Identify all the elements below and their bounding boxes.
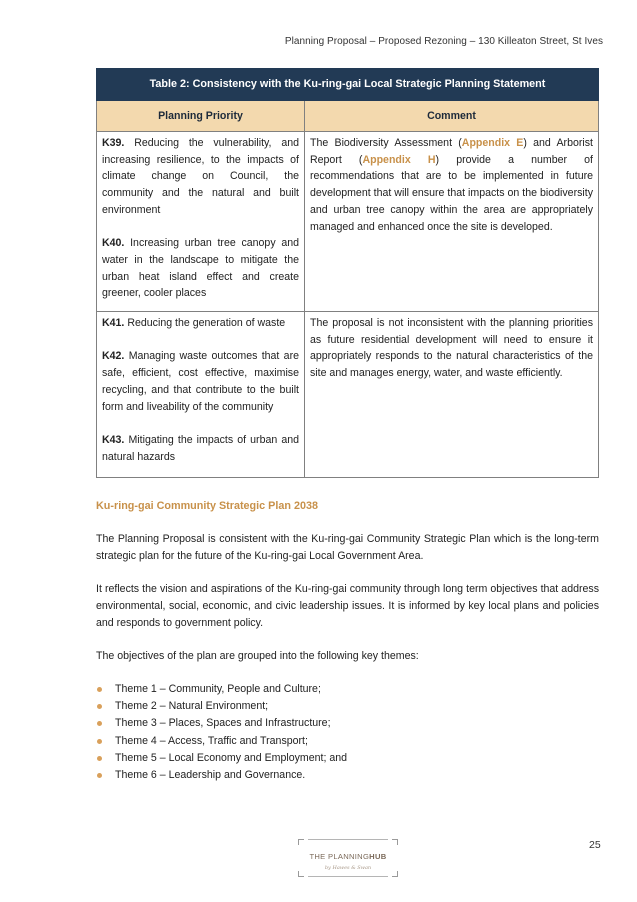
lsps-consistency-table bbox=[96, 68, 599, 478]
logo-frame-corner bbox=[298, 839, 304, 845]
paragraph: The Planning Proposal is consistent with the Ku-ring-gai Community Strategic Plan which is the long-term strategic plan for the future of the Ku-ring-gai Local Government Area. bbox=[96, 533, 599, 562]
priority-text: Increasing urban tree canopy and water in the landscape to mitigate the urban heat island effect and create greener, cooler places bbox=[102, 237, 299, 300]
paragraph: It reflects the vision and aspirations of the Ku-ring-gai community through long term objectives that address environmental, social, economic, and civic leadership issues. It is informed by key local plans and policies and responds to government policy. bbox=[96, 583, 599, 629]
logo-frame-corner bbox=[392, 871, 398, 877]
comment-text: The Biodiversity Assessment ( bbox=[310, 137, 462, 149]
paragraph: The objectives of the plan are grouped into the following key themes: bbox=[96, 650, 419, 662]
running-header: Planning Proposal – Proposed Rezoning – 130 Killeaton Street, St Ives bbox=[284, 36, 603, 47]
page-number: 25 bbox=[589, 839, 601, 851]
column-header-comment: Comment bbox=[305, 101, 599, 132]
bullet-icon bbox=[97, 773, 102, 778]
list-item-text: Theme 3 – Places, Spaces and Infrastructure; bbox=[115, 717, 331, 730]
priority-k39 bbox=[102, 135, 299, 219]
table-row bbox=[97, 132, 599, 312]
list-item-text: Theme 4 – Access, Traffic and Transport; bbox=[115, 734, 308, 747]
comment-cell bbox=[305, 132, 599, 312]
logo-frame-corner bbox=[298, 871, 304, 877]
priority-code: K40. bbox=[102, 237, 125, 250]
logo-frame-corner bbox=[392, 839, 398, 845]
list-item bbox=[96, 767, 347, 784]
priority-code: K43. bbox=[102, 433, 125, 446]
comment-cell: The proposal is not inconsistent with the planning priorities as future residential development will need to ensure it appropriately responds to the natural characteristics of the site and manages energy, water, and waste efficiently. bbox=[305, 312, 599, 478]
priority-k43 bbox=[102, 432, 299, 465]
list-item-text: Theme 6 – Leadership and Governance. bbox=[115, 769, 306, 782]
appendix-h-reference: Appendix H bbox=[362, 153, 436, 166]
priority-code: K42. bbox=[102, 350, 125, 363]
themes-list bbox=[96, 681, 347, 784]
priority-k40 bbox=[102, 235, 299, 302]
bullet-icon bbox=[97, 687, 102, 692]
comment-text: ) provide a number of recommendations that are to be implemented in future development that will ensure that impacts on the biodiversity and urban tree canopy within the area are appropriately managed and enhanced once the site is developed. bbox=[310, 153, 593, 233]
list-item bbox=[96, 698, 347, 715]
logo-tagline: by Hawes & Swan bbox=[324, 865, 372, 871]
logo-frame-line bbox=[308, 839, 388, 840]
list-item-text: Theme 2 – Natural Environment; bbox=[115, 700, 269, 713]
appendix-e-reference: Appendix E bbox=[461, 137, 524, 149]
list-item-text: Theme 1 – Community, People and Culture; bbox=[115, 683, 321, 695]
priority-text: Managing waste outcomes that are safe, efficient, cost effective, maximise recycling, and that contribute to the built form and liveability of the community bbox=[102, 350, 299, 413]
priority-text: Reducing the vulnerability, and increasing resilience, to the impacts of climate change on Council, the community and the natural and built environment bbox=[102, 137, 299, 216]
list-item bbox=[96, 750, 347, 767]
priority-text: Mitigating the impacts of urban and natural hazards bbox=[102, 433, 299, 463]
priority-cell bbox=[97, 312, 305, 478]
priority-code: K41. bbox=[102, 317, 125, 329]
list-item bbox=[96, 681, 347, 698]
bullet-icon bbox=[97, 704, 102, 709]
table-row bbox=[97, 312, 599, 478]
priority-k41 bbox=[102, 315, 299, 332]
priority-cell bbox=[97, 132, 305, 312]
planning-hub-logo bbox=[298, 839, 398, 877]
bullet-icon bbox=[97, 739, 102, 744]
section-heading: Ku-ring-gai Community Strategic Plan 2038 bbox=[96, 500, 318, 512]
list-item bbox=[96, 733, 347, 750]
logo-text: THE PLANNING bbox=[309, 852, 370, 861]
logo-wordmark bbox=[298, 852, 398, 861]
list-item bbox=[96, 715, 347, 732]
bullet-icon bbox=[97, 721, 102, 726]
logo-frame-line bbox=[308, 876, 388, 877]
column-header-priority: Planning Priority bbox=[97, 101, 305, 132]
priority-code: K39. bbox=[102, 137, 125, 149]
logo-text-bold: HUB bbox=[369, 852, 387, 861]
priority-k42 bbox=[102, 348, 299, 415]
table-title: Table 2: Consistency with the Ku-ring-gai Local Strategic Planning Statement bbox=[97, 69, 599, 101]
comment-text: ) and Arborist Report ( bbox=[310, 137, 593, 166]
priority-text: Reducing the generation of waste bbox=[127, 317, 286, 329]
bullet-icon bbox=[97, 756, 102, 761]
list-item-text: Theme 5 – Local Economy and Employment; and bbox=[115, 751, 348, 764]
